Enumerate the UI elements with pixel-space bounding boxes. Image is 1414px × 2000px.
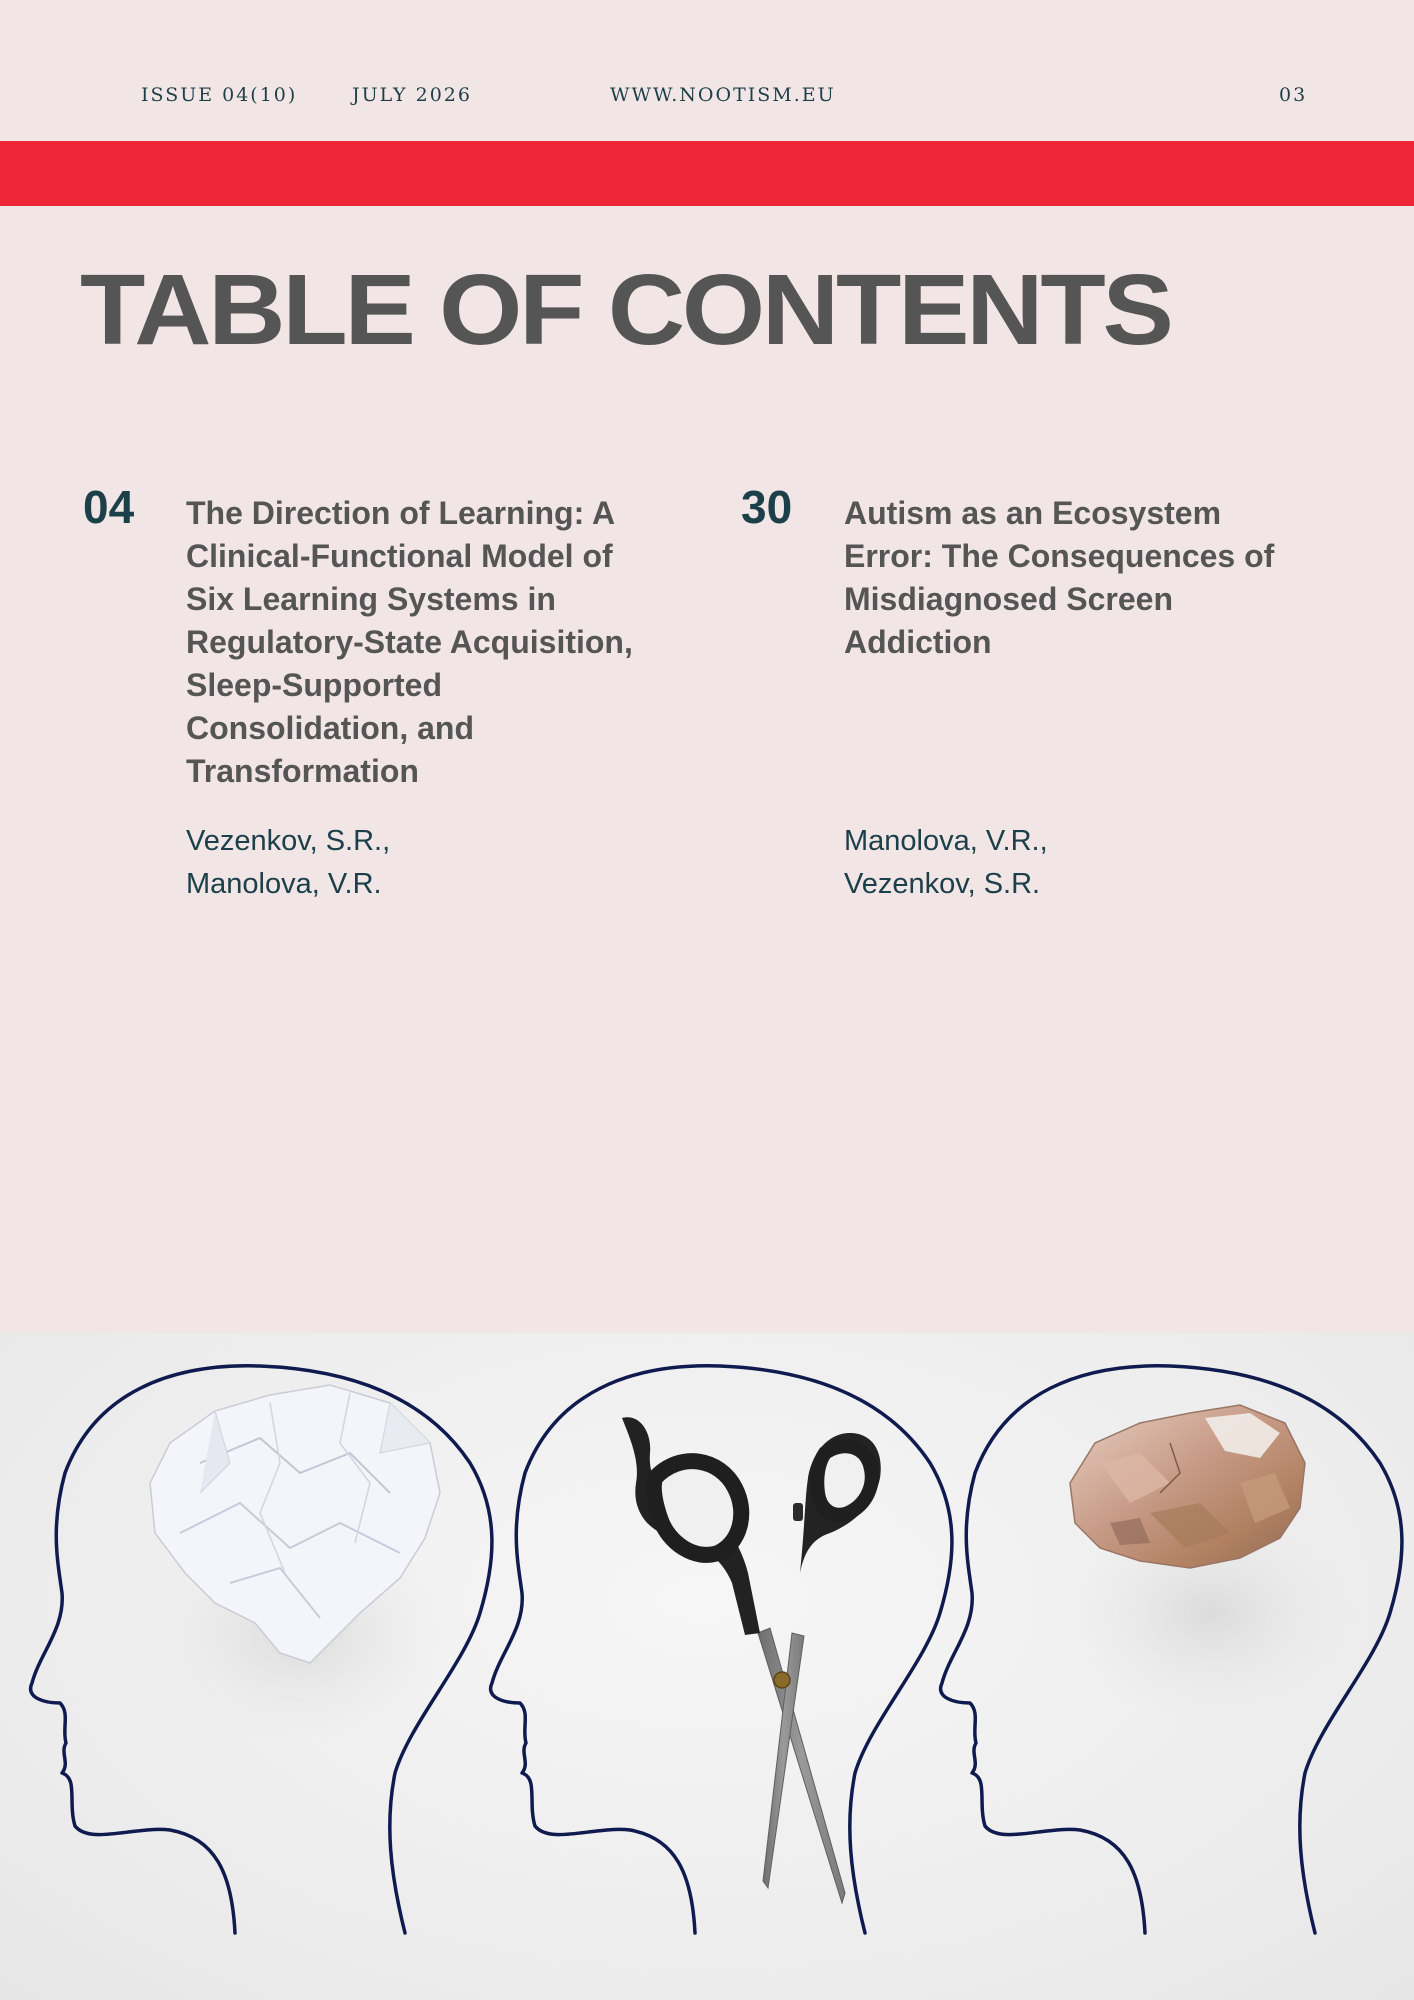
head-outline-icon bbox=[491, 1366, 952, 1933]
entry-page-number: 30 bbox=[741, 481, 793, 533]
entry-title[interactable]: The Direction of Learning: A Clinical-Functional Model of Six Learning Systems in Regulatory-State Acquisition, Sleep-Supported Consolidation, and Transformation bbox=[186, 495, 633, 789]
red-accent-band bbox=[0, 141, 1414, 206]
author-line: Vezenkov, S.R. bbox=[844, 868, 1041, 900]
entry-title[interactable]: Autism as an Ecosystem Error: The Consequences of Misdiagnosed Screen Addiction bbox=[844, 495, 1275, 660]
issue-label: ISSUE 04(10) bbox=[141, 84, 298, 106]
entry-authors bbox=[844, 820, 1304, 906]
cover-illustration bbox=[0, 1333, 1414, 2000]
author-line: Manolova, V.R. bbox=[186, 868, 382, 900]
entry-page-number: 04 bbox=[83, 481, 135, 533]
page-header bbox=[0, 0, 1414, 141]
issue-date: JULY 2026 bbox=[352, 84, 472, 106]
page-number: 03 bbox=[1279, 84, 1308, 106]
scissors-icon bbox=[622, 1417, 881, 1903]
rock-icon bbox=[1070, 1405, 1305, 1568]
author-line: Vezenkov, S.R., bbox=[186, 825, 391, 857]
entry-authors bbox=[186, 820, 646, 906]
author-line: Manolova, V.R., bbox=[844, 825, 1048, 857]
page-title: TABLE OF CONTENTS bbox=[80, 254, 1171, 366]
illustration-svg bbox=[0, 1333, 1414, 2000]
website-link[interactable]: WWW.NOOTISM.EU bbox=[610, 84, 836, 106]
